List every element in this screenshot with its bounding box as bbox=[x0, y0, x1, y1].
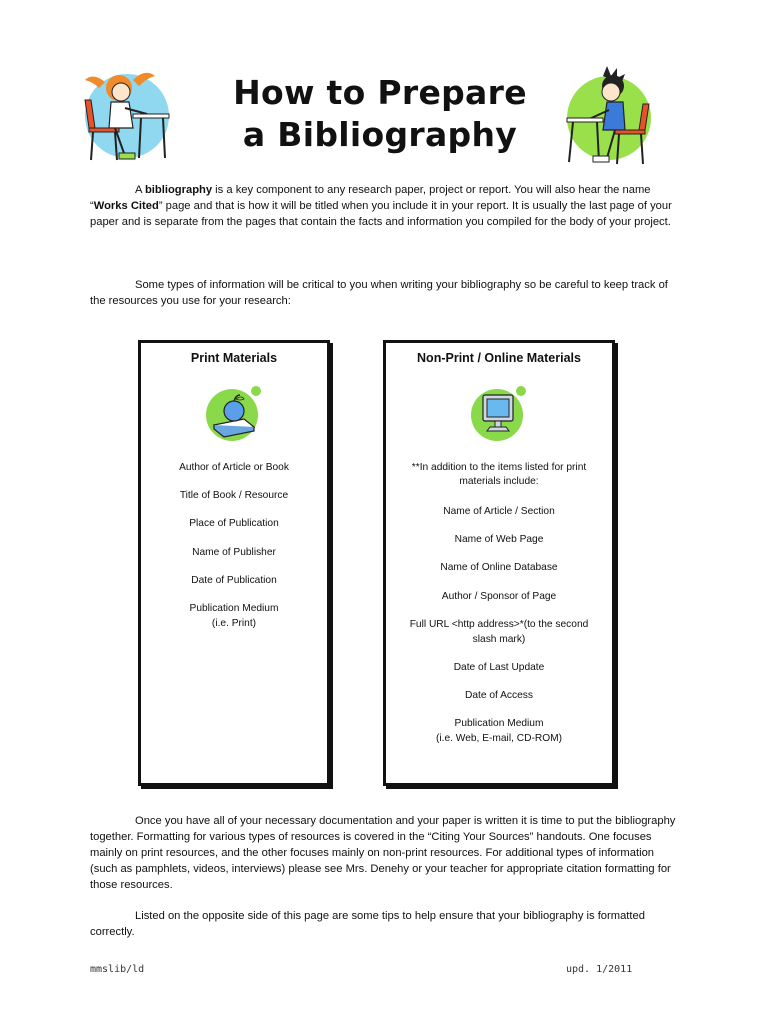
computer-monitor-icon bbox=[467, 381, 531, 445]
online-item: Date of Last Update bbox=[453, 662, 545, 673]
online-note: **In addition to the items listed for print bbox=[411, 462, 587, 473]
print-item: (i.e. Print) bbox=[211, 618, 257, 629]
online-item: slash mark) bbox=[472, 634, 526, 645]
print-item: Publication Medium bbox=[189, 603, 279, 614]
title-line-2: a Bibliography bbox=[242, 115, 518, 154]
online-item: Name of Article / Section bbox=[443, 506, 555, 517]
online-note: materials include: bbox=[459, 476, 539, 487]
apple-on-book-icon bbox=[202, 381, 266, 445]
formatting-text: Once you have all of your necessary documentation and your paper is written it is time to put the bibliography together. Formatting for various types of resources is covered in the “Citing Your Sources” handouts. One focuses mainly on print resources, and the other focuses mainly on non-print resources. For additional types of information (such as pamphlets, videos, interviews) please see Mrs. Denehy or your teacher for appropriate citation formatting for those resources. bbox=[90, 815, 676, 891]
intro-term-works-cited: Works Cited bbox=[93, 200, 159, 212]
intro-mid: is a key component to any research paper, project or report. You will also hear the name “ bbox=[90, 184, 651, 212]
girl-at-desk-clipart bbox=[75, 58, 175, 168]
online-item: Name of Web Page bbox=[454, 534, 544, 545]
print-materials-box bbox=[138, 340, 330, 786]
page-title bbox=[170, 72, 590, 156]
online-materials-heading: Non-Print / Online Materials bbox=[417, 351, 581, 365]
title-line-1: How to Prepare bbox=[233, 73, 527, 112]
intro-paragraph bbox=[90, 182, 680, 230]
tips-paragraph bbox=[90, 908, 680, 940]
print-item: Place of Publication bbox=[189, 518, 279, 529]
footer-right: upd. 1/2011 bbox=[566, 964, 633, 975]
print-materials-heading: Print Materials bbox=[190, 351, 278, 365]
online-item: Publication Medium bbox=[454, 718, 544, 729]
online-item: Name of Online Database bbox=[440, 562, 558, 573]
tips-text: Listed on the opposite side of this page are some tips to help ensure that your bibliography is formatted correctly. bbox=[90, 910, 645, 938]
intro-pre: A bbox=[135, 184, 145, 196]
print-item: Author of Article or Book bbox=[179, 462, 289, 473]
intro-term-bibliography: bibliography bbox=[144, 184, 213, 196]
intro-post: ” page and that is how it will be titled when you include it in your report. It is usually the last page of your paper and is separate from the pages that contain the facts and information you compiled for the body of your project. bbox=[90, 200, 672, 228]
online-item: Author / Sponsor of Page bbox=[441, 591, 557, 602]
online-item: Full URL <http address>*(to the second bbox=[409, 619, 589, 630]
online-materials-box bbox=[383, 340, 615, 786]
print-item: Title of Book / Resource bbox=[179, 490, 289, 501]
resources-text: Some types of information will be critical to you when writing your bibliography so be careful to keep track of the resources you use for your research: bbox=[90, 279, 668, 307]
online-item: Date of Access bbox=[465, 690, 533, 701]
footer-left: mmslib/ld bbox=[90, 964, 145, 975]
print-item: Date of Publication bbox=[191, 575, 277, 586]
online-item: (i.e. Web, E-mail, CD-ROM) bbox=[435, 733, 563, 744]
formatting-paragraph bbox=[90, 813, 680, 893]
resources-paragraph bbox=[90, 277, 680, 309]
print-item: Name of Publisher bbox=[192, 547, 276, 558]
